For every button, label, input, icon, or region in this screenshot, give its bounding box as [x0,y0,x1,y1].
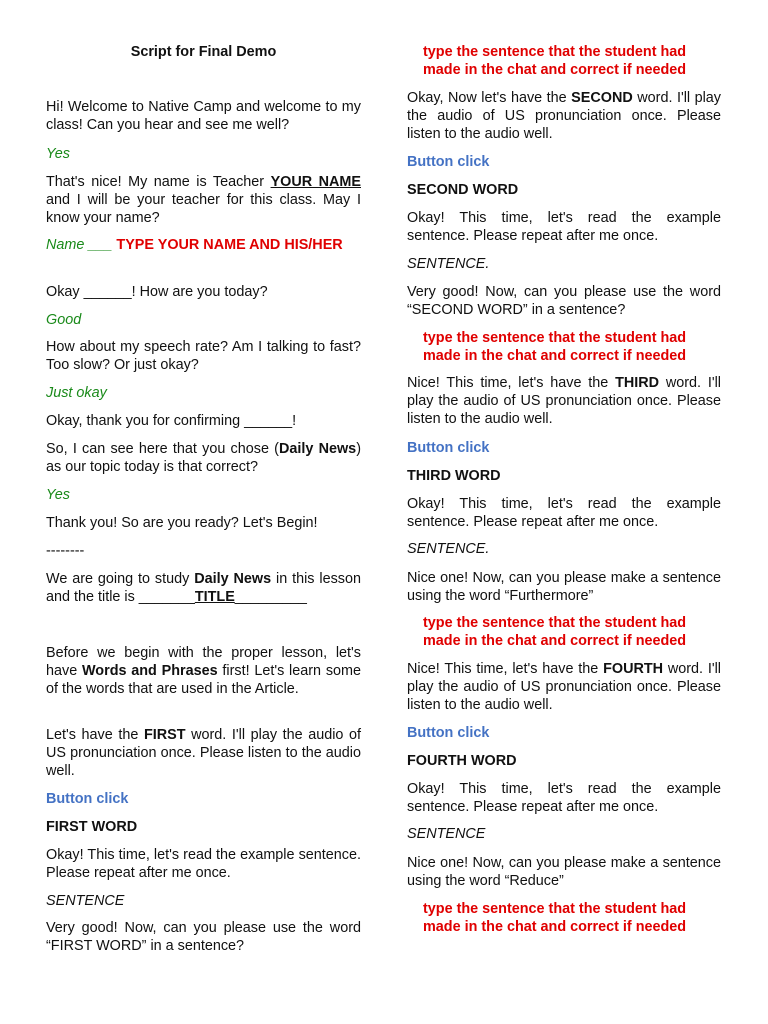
button-click-note-4: Button click [407,725,490,741]
first-text: Let's have the [46,727,144,743]
student-reply-yes: Yes [46,146,71,162]
confirm-line: Okay, thank you for confirming ______! [46,413,297,429]
before-line [46,644,361,698]
second-word-heading: SECOND WORD [407,182,519,198]
teacher-intro [46,173,361,227]
ready-line: Thank you! So are you ready? Let's Begin! [46,515,318,531]
topic-text-end: ) as our topic today is that correct? [46,441,361,475]
type-sentence-note-3: type the sentence that the student had made in the chat and correct if needed [423,615,687,649]
intro-text-end: and I will be your teacher for this class. May I know your name? [46,192,361,226]
type-sentence-note-4: type the sentence that the student had made in the chat and correct if needed [423,901,687,935]
name-instruction [46,236,361,254]
fourth-word-heading: FOURTH WORD [407,753,517,769]
before-text: Before we begin with the proper lesson, let's have [46,645,361,679]
study-text: We are going to study [46,571,195,587]
first-word-heading: FIRST WORD [46,819,138,835]
separator-dashes: -------- [46,543,85,559]
second-text: Okay, Now let's have the [407,90,572,106]
topic-daily-news: Daily News [278,441,357,457]
third-text: Nice! This time, let's have the [407,375,616,391]
your-name-placeholder: YOUR NAME [270,174,361,190]
button-click-note-3: Button click [407,440,490,456]
words-and-phrases: Words and Phrases [81,663,218,679]
sentence-placeholder-1: SENTENCE [46,893,125,909]
third-word-heading: THIRD WORD [407,468,501,484]
sentence-placeholder-4: SENTENCE [407,826,486,842]
use-word-2: Very good! Now, can you please use the word “SECOND WORD” in a sentence? [407,284,721,318]
read-example-4: Okay! This time, let's read the example sentence. Please repeat after me once. [407,781,721,815]
third-emphasis: THIRD [615,375,660,391]
page-title: Script for Final Demo [130,44,277,60]
before-text-end: first! Let's learn some of the words that are used in the Article. [46,663,362,697]
third-word-intro [407,374,721,428]
type-sentence-note-1: type the sentence that the student had made in the chat and correct if needed [423,44,687,78]
button-click-note-2: Button click [407,154,490,170]
student-reply-good: Good [46,312,82,328]
name-reply: Name ___ [46,237,117,253]
read-example-1: Okay! This time, let's read the example sentence. Please repeat after me once. [46,847,361,881]
fourth-word-intro [407,660,721,714]
second-text-end: word. I'll play the audio of US pronunciation once. Please listen to the audio well. [407,90,721,142]
intro-text: That's nice! My name is Teacher [46,174,271,190]
study-line [46,570,361,606]
first-text-end: word. I'll play the audio of US pronunciation once. Please listen to the audio well. [46,727,362,779]
use-word-1: Very good! Now, can you please use the word “FIRST WORD” in a sentence? [46,920,361,954]
type-name-note: TYPE YOUR NAME AND HIS/HER [116,237,343,253]
topic-text: So, I can see here that you chose ( [46,441,279,457]
study-daily-news: Daily News [194,571,272,587]
topic-line [46,440,361,476]
read-example-2: Okay! This time, let's read the example sentence. Please repeat after me once. [407,210,721,244]
second-emphasis: SECOND [571,90,633,106]
second-word-intro [407,89,721,143]
read-example-3: Okay! This time, let's read the example sentence. Please repeat after me once. [407,496,721,530]
use-word-3: Nice one! Now, can you please make a sentence using the word “Furthermore” [407,570,721,604]
fourth-text-end: word. I'll play the audio of US pronunciation once. Please listen to the audio well. [407,661,721,713]
sentence-placeholder-3: SENTENCE. [407,541,490,557]
third-text-end: word. I'll play the audio of US pronunciation once. Please listen to the audio well. [407,375,721,427]
first-word-intro [46,726,361,780]
how-are-you-line: Okay ______! How are you today? [46,284,268,300]
use-word-4: Nice one! Now, can you please make a sentence using the word “Reduce” [407,855,721,889]
button-click-note-1: Button click [46,791,129,807]
study-text-mid: in this lesson and the title is _______ [46,571,361,605]
fourth-emphasis: FOURTH [603,661,664,677]
greeting-line: Hi! Welcome to Native Camp and welcome to my class! Can you hear and see me well? [46,99,361,133]
fourth-text: Nice! This time, let's have the [407,661,604,677]
student-reply-just-okay: Just okay [46,385,107,401]
study-text-end: _________ [234,589,307,605]
speech-rate-line: How about my speech rate? Am I talking to fast? Too slow? Or just okay? [46,339,361,373]
type-sentence-note-2: type the sentence that the student had made in the chat and correct if needed [423,330,687,364]
first-emphasis: FIRST [143,727,186,743]
sentence-placeholder-2: SENTENCE. [407,256,490,272]
title-placeholder: TITLE [194,589,235,605]
student-reply-yes-2: Yes [46,487,71,503]
